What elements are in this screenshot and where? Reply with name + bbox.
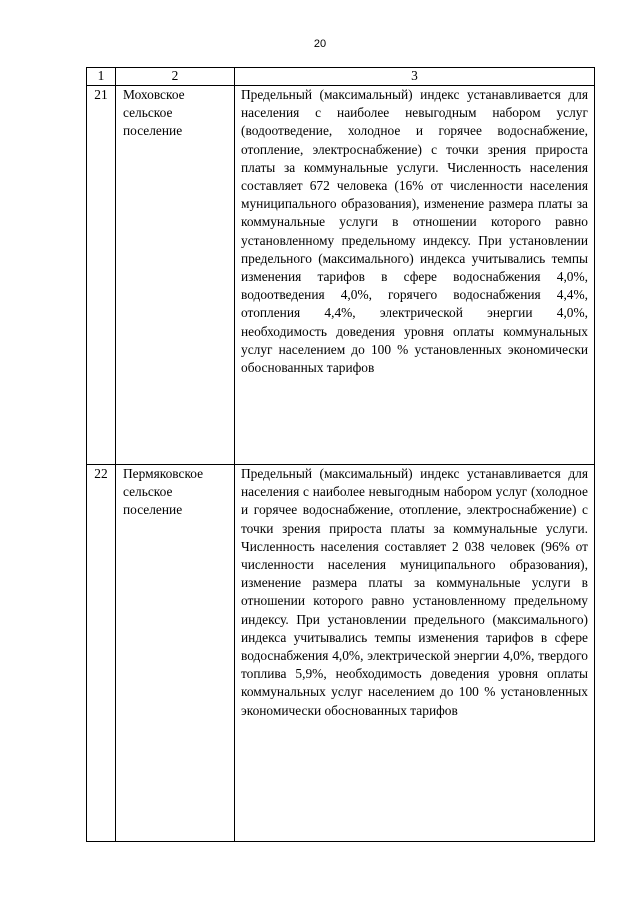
header-col-3: 3 [235,68,595,86]
row-number: 22 [87,465,116,842]
settlement-name: Моховское сельское поселение [116,86,235,465]
table-header-row [87,68,595,86]
header-col-1: 1 [87,68,116,86]
index-description: Предельный (максимальный) индекс устанавливается для населения с наиболее невыгодным набором услуг (холодное и горячее водоснабжение, отопление, электроснабжение) с точки зрения прироста платы за коммунальные услуги. Численность населения составляет 2 038 человек (96% от численности населения муниципального образования), изменение размера платы за коммунальные услуги в отношении которого равно установленному предельному индексу. При установлении предельного (максимального) индекса учитывались темпы изменения тарифов в сфере водоснабжения 4,0%, электрической энергии 4,0%, твердого топлива 5,9%, необходимость доведения уровня оплаты коммунальных услуг населением до 100 % установленных экономически обоснованных тарифов [235,465,595,842]
table-row [87,86,595,465]
index-description: Предельный (максимальный) индекс устанавливается для населения с наиболее невыгодным набором услуг (водоотведение, холодное и горячее водоснабжение, отопление, электроснабжение) с точки зрения прироста платы за коммунальные услуги. Численность населения составляет 672 человека (16% от численности населения муниципального образования), изменение размера платы за коммунальные услуги в отношении которого равно установленному предельному индексу. При установлении предельного (максимального) индекса учитывались темпы изменения тарифов в сфере водоснабжения 4,0%, водоотведения 4,0%, горячего водоснабжения 4,4%, отопления 4,4%, электрической энергии 4,0%, необходимость доведения уровня оплаты коммунальных услуг населением до 100 % установленных экономически обоснованных тарифов [235,86,595,465]
settlement-name: Пермяковское сельское поселение [116,465,235,842]
table-row [87,465,595,842]
page-number: 20 [313,38,327,50]
row-number: 21 [87,86,116,465]
tariff-index-table [86,67,595,842]
header-col-2: 2 [116,68,235,86]
